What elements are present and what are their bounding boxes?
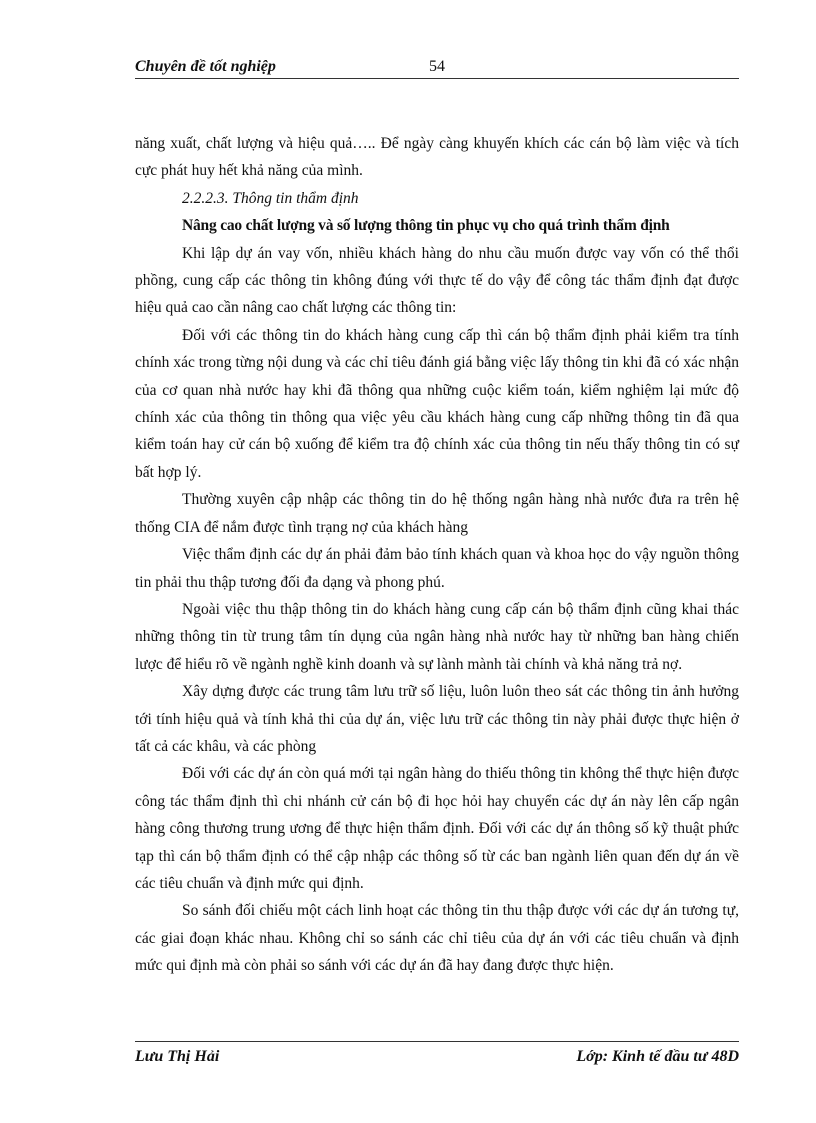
document-title: Chuyên đề tốt nghiệp [135,58,276,75]
paragraph: Việc thẩm định các dự án phải đảm bảo tính khách quan và khoa học do vậy nguồn thông tin phải thu thập tương đối đa dạng và phong phú. [135,546,739,591]
section-heading: 2.2.2.3. Thông tin thẩm định [182,189,359,207]
paragraph: Thường xuyên cập nhập các thông tin do hệ thống ngân hàng nhà nước đưa ra trên hệ thống CIA để nắm được tình trạng nợ của khách hàng [135,491,739,536]
paragraph: Đối với các thông tin do khách hàng cung cấp thì cán bộ thẩm định phải kiểm tra tính chính xác trong từng nội dung và các chỉ tiêu đánh giá bằng việc lấy thông tin khi đã có xác nhận của cơ quan nhà nước hay khi đã thông qua những cuộc kiểm toán, kiểm nghiệm lại mức độ chính xác của thông tin thông qua việc yêu cầu khách hàng cung cấp những thông tin đã qua kiểm toán hay cử cán bộ xuống để kiểm tra độ chính xác của thông tin nếu thấy thông tin có sự bất hợp lý. [135,326,739,481]
paragraph: Xây dựng được các trung tâm lưu trữ số liệu, luôn luôn theo sát các thông tin ảnh hưởng tới tính hiệu quả và tính khả thi của dự án, việc lưu trữ các thông tin này phải được thực hiện ở tất cả các khâu, và các phòng [135,683,739,755]
paragraph: Đối với các dự án còn quá mới tại ngân hàng do thiếu thông tin không thể thực hiện được công tác thẩm định thì chi nhánh cử cán bộ đi học hỏi hay chuyển các dự án này lên cấp ngân hàng công thương trung ương để thực hiện thẩm định. Đối với các dự án thông số kỹ thuật phức tạp thì cán bộ thẩm định có thể cập nhập các thông số từ các ban ngành liên quan đến dự án về các tiêu chuẩn và định mức qui định. [135,765,739,892]
page-footer [135,1041,739,1072]
document-body [135,130,739,980]
page-header [135,58,739,79]
paragraph: Ngoài việc thu thập thông tin do khách hàng cung cấp cán bộ thẩm định cũng khai thác những thông tin từ trung tâm tín dụng của ngân hàng nhà nước hay từ những ban hàng chiến lược để hiểu rõ về ngành nghề kinh doanh và sự lành mành tài chính và khả năng trả nợ. [135,600,739,673]
paragraph: Khi lập dự án vay vốn, nhiều khách hàng do nhu cầu muốn được vay vốn có thể thổi phồng, cung cấp các thông tin không đúng với thực tế do vậy để công tác thẩm định đạt được hiệu quả cao cần nâng cao chất lượng các thông tin: [135,244,739,317]
paragraph: So sánh đối chiếu một cách linh hoạt các thông tin thu thập được với các dự án tương tự, các giai đoạn khác nhau. Không chỉ so sánh các chỉ tiêu của dự án với các tiêu chuẩn và định mức qui định mà còn phải so sánh với các dự án đã hay đang được thực hiện. [135,902,739,975]
author-name: Lưu Thị Hải [135,1048,220,1065]
class-label: Lớp: Kinh tế đầu tư 48D [576,1048,739,1065]
page-number: 54 [429,58,445,75]
paragraph-continued: năng xuất, chất lượng và hiệu quả….. Để ngày càng khuyến khích các cán bộ làm việc và tích cực phát huy hết khả năng của mình. [135,135,739,180]
bold-subheading: Nâng cao chất lượng và số lượng thông tin phục vụ cho quá trình thẩm định [182,217,670,235]
